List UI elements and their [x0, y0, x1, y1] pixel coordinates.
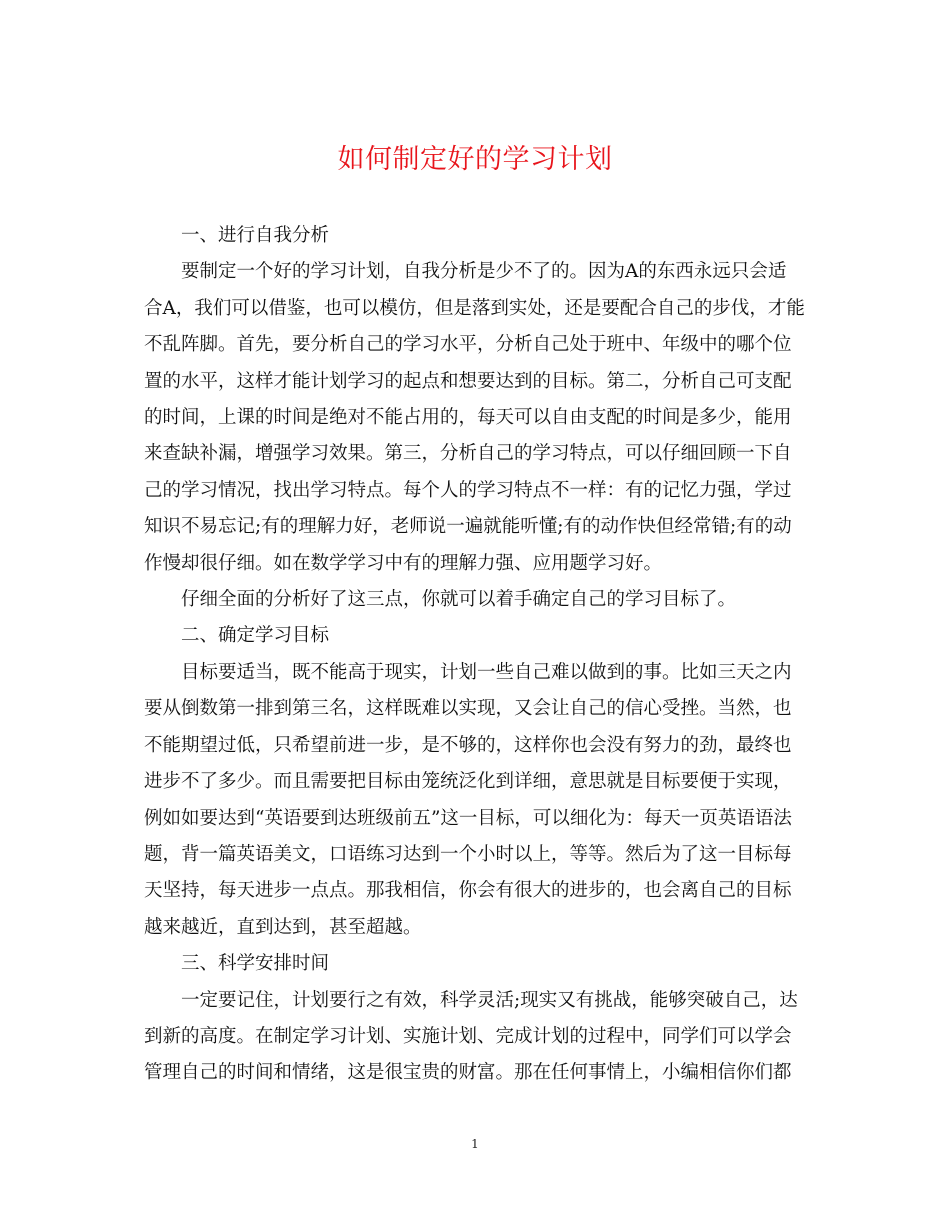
paragraph-line: 知识不易忘记;有的理解力好，老师说一遍就能听懂;有的动作快但经常错;有的动	[144, 516, 792, 538]
paragraph-line: 目标要适当，既不能高于现实，计划一些自己难以做到的事。比如三天之内	[181, 661, 792, 683]
paragraph-line: 例如如要达到“英语要到达班级前五”这一目标，可以细化为：每天一页英语语法	[144, 807, 792, 829]
document-body	[144, 218, 806, 1092]
paragraph-line: 一定要记住，计划要行之有效，科学灵活;现实又有挑战，能够突破自己，达	[181, 989, 798, 1011]
paragraph-line: 合A，我们可以借鉴，也可以模仿，但是落到实处，还是要配合自己的步伐，才能	[144, 297, 805, 319]
paragraph-line: 要从倒数第一排到第三名，这样既难以实现，又会让自己的信心受挫。当然，也	[144, 698, 792, 720]
paragraph-line: 的时间，上课的时间是绝对不能占用的，每天可以自由支配的时间是多少，能用	[144, 407, 792, 429]
paragraph-line: 仔细全面的分析好了这三点，你就可以着手确定自己的学习目标了。	[181, 589, 737, 611]
paragraph-line: 越来越近，直到达到，甚至超越。	[144, 916, 422, 938]
paragraph-line: 进步不了多少。而且需要把目标由笼统泛化到详细，意思就是目标要便于实现，	[144, 771, 792, 793]
page-number: 1	[471, 1137, 479, 1151]
paragraph	[144, 655, 806, 946]
paragraph	[144, 983, 806, 1092]
paragraph-line: 题，背一篇英语美文，口语练习达到一个小时以上，等等。然后为了这一目标每	[144, 843, 792, 865]
paragraph	[144, 254, 806, 582]
section-heading: 一、进行自我分析	[181, 225, 330, 246]
paragraph-line: 天坚持，每天进步一点点。那我相信，你会有很大的进步的，也会离自己的目标	[144, 880, 792, 902]
document-title: 如何制定好的学习计划	[337, 144, 613, 175]
paragraph-line: 置的水平，这样才能计划学习的起点和想要达到的目标。第二，分析自己可支配	[144, 370, 792, 392]
paragraph-line: 己的学习情况，找出学习特点。每个人的学习特点不一样：有的记忆力强，学过	[144, 479, 792, 501]
section-heading: 三、科学安排时间	[181, 953, 330, 975]
paragraph-line: 作慢却很仔细。如在数学学习中有的理解力强、应用题学习好。	[144, 552, 663, 574]
paragraph-line: 不能期望过低，只希望前进一步，是不够的，这样你也会没有努力的劲，最终也	[144, 734, 792, 756]
paragraph-line: 要制定一个好的学习计划，自我分析是少不了的。因为A的东西永远只会适	[181, 261, 787, 283]
paragraph	[144, 582, 806, 618]
paragraph-line: 不乱阵脚。首先，要分析自己的学习水平，分析自己处于班中、年级中的哪个位	[144, 334, 792, 356]
section-heading: 二、确定学习目标	[181, 625, 330, 647]
paragraph-line: 到新的高度。在制定学习计划、实施计划、完成计划的过程中，同学们可以学会	[144, 1025, 792, 1047]
paragraph-line: 来查缺补漏，增强学习效果。第三，分析自己的学习特点，可以仔细回顾一下自	[144, 443, 792, 465]
paragraph-line: 管理自己的时间和情绪，这是很宝贵的财富。那在任何事情上，小编相信你们都	[144, 1062, 792, 1084]
